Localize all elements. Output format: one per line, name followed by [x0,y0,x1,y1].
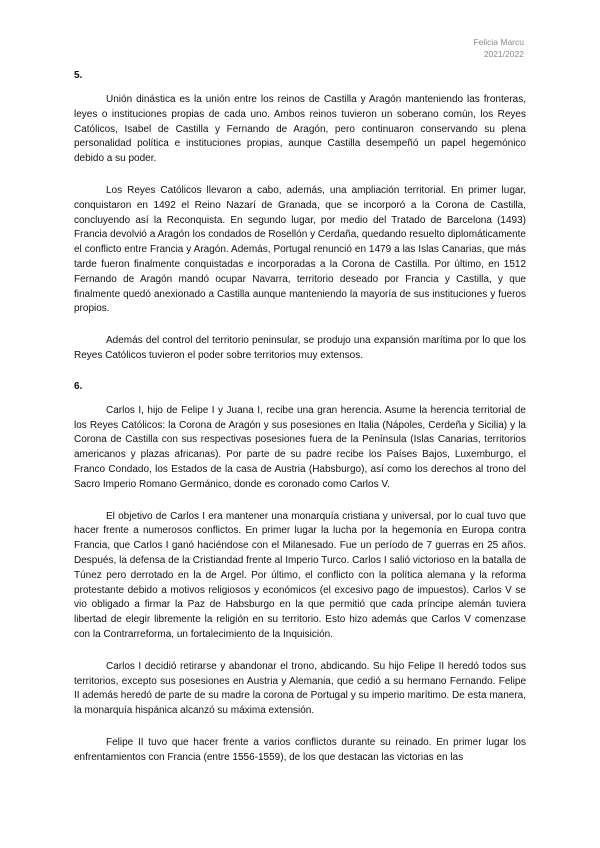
paragraph: Carlos I, hijo de Felipe I y Juana I, recibe una gran herencia. Asume la herencia territorial de los Reyes Católicos: la Corona de Aragón y sus posesiones en Italia (Nápoles, Cerdeña y Sicilia) y la Corona de Castilla con sus respectivas posesiones fuera de la Península (Islas Canarias, territorios americanos y plazas africanas). Por parte de su padre recibe los Países Bajos, Luxemburgo, el Franco Condado, los Estados de la casa de Austria (Habsburgo), así como los derechos al trono del Sacro Imperio Romano Germánico, donde es coronado como Carlos V. [74,404,526,490]
section-6 [74,381,526,766]
paragraph: Carlos I decidió retirarse y abandonar el trono, abdicando. Su hijo Felipe II heredó todos sus territorios, excepto sus posesiones en Austria y Alemania, que cedió a su hermano Fernando. Felipe II además heredó de parte de su madre la corona de Portugal y su imperio marítimo. De esta manera, la monarquía hispánica alcanzó su máxima extensión. [74,660,526,717]
page-header [473,36,524,60]
section-number: 6. [74,380,83,392]
paragraph: Además del control del territorio peninsular, se produjo una expansión marítima por lo que los Reyes Católicos tuvieron el poder sobre territorios muy extensos. [74,335,526,361]
academic-year: 2021/2022 [483,49,524,59]
section-number: 5. [74,70,83,81]
section-5 [74,70,526,364]
author-name: Felicia Marcu [473,37,524,47]
paragraph: El objetivo de Carlos I era mantener una monarquía cristiana y universal, por lo cual tuvo que hacer frente a numerosos conflictos. En primer lugar la lucha por la hegemonía en Europa contra Francia, que Carlos I ganó haciéndose con el Milanesado. Fue un período de 7 guerras en 25 años. Después, la defensa de la Cristiandad frente al Imperio Turco. Carlos I salió victorioso en la batalla de Túnez pero derrotado en la de Argel. Por último, el conflicto con la política alemana y la reforma protestante debido a motivos religiosos y económicos (el excesivo pago de impuestos). Carlos V se vio obligado a firmar la Paz de Habsburgo en la que permitió que cada príncipe alemán tuviera libertad de elegir libremente la religión en su territorio. Esto hizo además que Carlos V comenzase con la Contrarreforma, un fortalecimiento de la Inquisición. [74,510,526,640]
paragraph: Felipe II tuvo que hacer frente a varios conflictos durante su reinado. En primer lugar los enfrentamientos con Francia (entre 1556-1559), de los que destacan las victorias en las [74,736,526,763]
document-body [74,70,526,782]
paragraph: Unión dinástica es la unión entre los reinos de Castilla y Aragón manteniendo las fronteras, leyes o instituciones propias de cada uno. Ambos reinos tuvieron un soberano común, los Reyes Católicos, Isabel de Castilla y Fernando de Aragón, pero continuaron conservando su plena personalidad política e instituciones propias, aunque Castilla desempeñó un papel hegemónico debido a su poder. [74,94,526,165]
paragraph: Los Reyes Católicos llevaron a cabo, además, una ampliación territorial. En primer lugar, conquistaron en 1492 el Reino Nazarí de Granada, que se incorporó a la Corona de Castilla, concluyendo así la Reconquista. En segundo lugar, por medio del Tratado de Barcelona (1493) Francia devolvió a Aragón los condados de Rosellón y Cerdaña, quedando resuelto diplomáticamente el conflicto entre Francia y Aragón. Además, Portugal renunció en 1479 a las Islas Canarias, que más tarde fueron finalmente conquistadas e incorporadas a la Corona de Castilla. Por último, en 1512 Fernando de Aragón mandó ocupar Navarra, territorio deseado por Francia y Castilla, y que finalmente quedó anexionado a Castilla aunque manteniendo la mayoría de sus instituciones y fueros propios. [74,184,526,315]
